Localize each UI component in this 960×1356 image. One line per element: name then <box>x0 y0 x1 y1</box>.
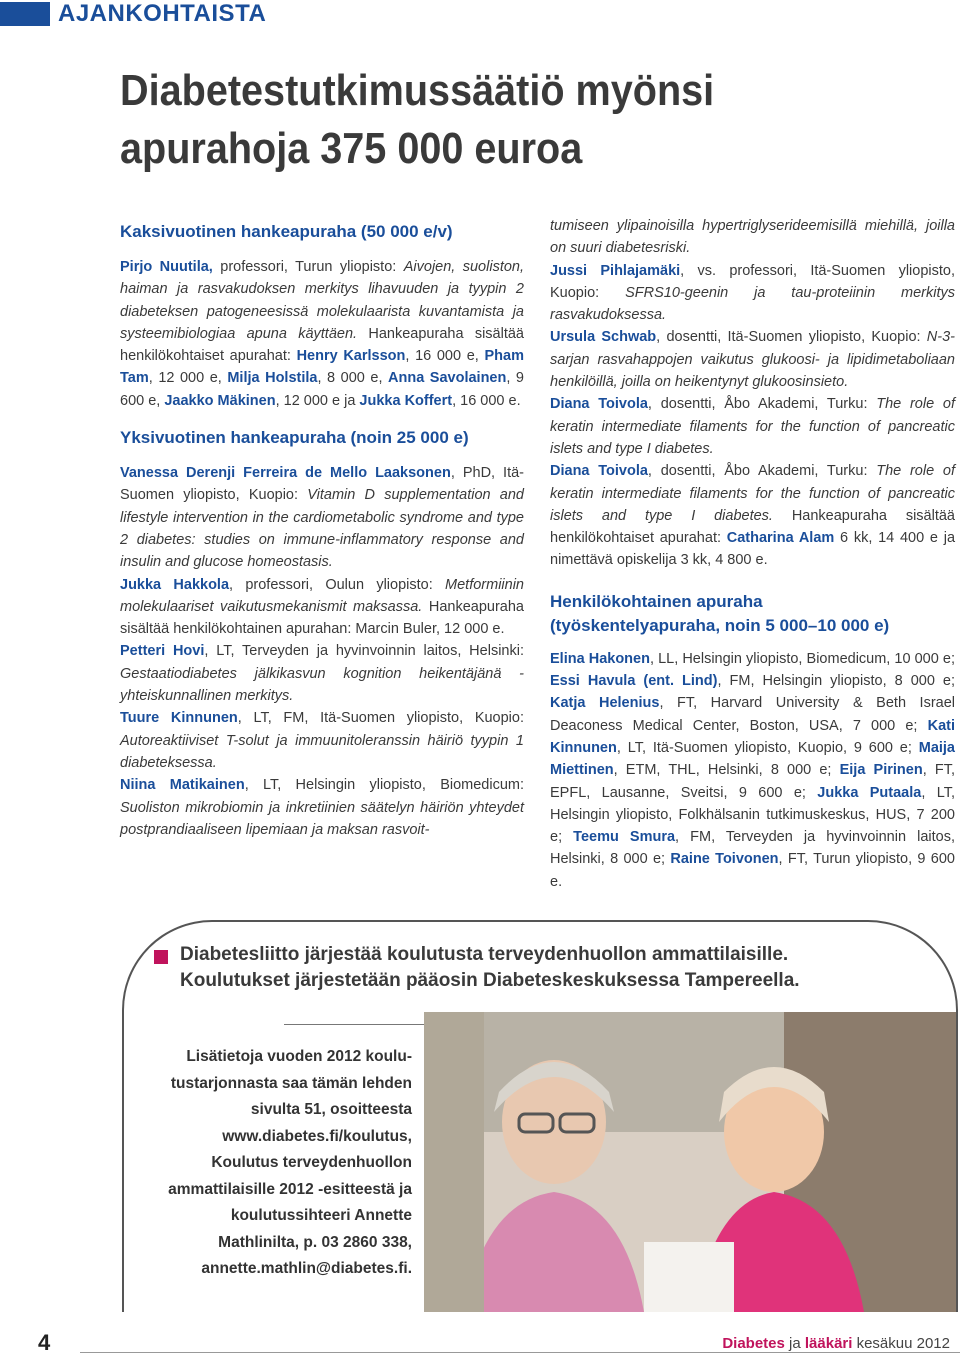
name: Pirjo Nuutila, <box>120 259 213 275</box>
name: Petteri Hovi <box>120 643 205 660</box>
text: , 12 000 e ja <box>275 392 360 409</box>
grant-laaksonen <box>120 462 524 573</box>
name: Tuure Kinnunen <box>120 710 238 727</box>
role: , professori, Oulun yliopisto: <box>229 576 446 593</box>
magazine-name: ja <box>784 1335 805 1352</box>
grant-matikainen <box>120 774 524 841</box>
role: , LT, FM, Itä-Suomen yliopisto, Kuopio: <box>237 710 524 727</box>
name: Maija Miettinen <box>550 739 955 779</box>
info-email[interactable]: annette.mathlin@diabetes.fi. <box>201 1260 412 1277</box>
left-column <box>120 220 524 841</box>
page-number: 4 <box>38 1330 51 1355</box>
text: , FM, Helsingin yliopisto, 8 000 e; <box>717 673 956 690</box>
topic: Suoliston mikrobiomin ja inkretiinien säätelyn häiriön yhteydet postprandiaaliseen lipemiaan ja maksan rasvoit- <box>120 799 524 838</box>
info-text <box>134 1044 412 1283</box>
role: , dosentti, Åbo Akademi, Turku: <box>647 396 877 413</box>
grant-kinnunen <box>120 707 524 774</box>
role: , LT, Terveyden ja hyvinvoinnin laitos, Helsinki: <box>204 643 524 660</box>
role: , dosentti, Åbo Akademi, Turku: <box>647 463 877 480</box>
name: Elina Hakonen <box>550 650 650 667</box>
text: , 8 000 e, <box>317 370 389 387</box>
section-title: AJANKOHTAISTA <box>58 0 267 27</box>
topic: The role of keratin intermediate filaments for the function of pancreatic islets and type I diabetes. <box>550 463 955 524</box>
name: Katja Helenius <box>550 695 660 712</box>
text: , FT, Turun yliopisto, 9 600 e. <box>550 851 955 890</box>
text: , ETM, THL, Helsinki, 8 000 e; <box>613 762 840 779</box>
name: Catharina Alam <box>726 530 835 547</box>
info-line: Lisätietoja vuoden 2012 koulu- <box>186 1048 412 1065</box>
text: , 16 000 e, <box>405 348 485 365</box>
info-line: ammattilaisille 2012 -esitteestä ja <box>168 1180 412 1198</box>
text: , LT, Helsingin yliopisto, Folkhälsanin tutkimuskeskus, HUS, 7 200 e; <box>550 784 955 846</box>
text: Hankeapuraha sisältää henkilökohtaiset apurahat: <box>120 325 524 365</box>
topic: SFRS10-geenin ja tau-proteiinin merkitys rasvakudoksessa. <box>550 284 955 324</box>
topic: Metformiinin molekulaariset vaikutusmekanismit maksassa. <box>120 576 524 615</box>
right-column <box>550 215 955 893</box>
role: , vs. professori, Itä-Suomen yliopisto, Kuopio: <box>550 262 955 301</box>
name: Vanessa Derenji Ferreira de Mello Laaksonen <box>120 465 451 482</box>
info-line: Koulutus terveydenhuollon <box>211 1154 412 1171</box>
role: professori, Turun yliopisto: <box>212 259 404 275</box>
name: Essi Havula (ent. Lind) <box>550 673 718 690</box>
topic: N-3-sarjan rasvahappojen vaikutus glukoosi- ja lipidimetaboliaan henkilöillä, joilla on heikentynyt glukoosinsieto. <box>550 329 955 391</box>
name: Jussi Pihlajamäki <box>550 262 681 279</box>
name: Jukka Koffert <box>359 392 453 409</box>
headline <box>120 62 768 178</box>
name: Jukka Hakkola <box>120 576 230 593</box>
box-line1: Diabetesliitto järjestää koulutusta terveydenhuollon ammattilaisille. <box>180 944 789 965</box>
grant-schwab <box>550 326 955 393</box>
subheading-one-year: Yksivuotinen hankeapuraha (noin 25 000 e) <box>120 428 469 448</box>
name: Diana Toivola <box>550 463 648 480</box>
footer-rule <box>80 1352 960 1353</box>
section-bar <box>0 2 50 26</box>
training-box <box>122 920 958 1312</box>
name: Jukka Putaala <box>817 784 922 801</box>
name: Niina Matikainen <box>120 777 245 794</box>
info-line: tustarjonnasta saa tämän lehden <box>170 1074 412 1092</box>
info-line: Mathlinilta, p. 03 2860 338, <box>218 1233 412 1251</box>
subheading-personal-a: Henkilökohtainen apuraha <box>550 591 763 611</box>
text: , FT, Harvard University & Beth Israel Deaconess Medical Center, Boston, USA, 7 000 e; <box>550 695 956 734</box>
info-link[interactable]: www.diabetes.fi/koulutus, <box>222 1127 412 1145</box>
name: Henry Karlsson <box>296 348 406 365</box>
text: 6 kk, 14 400 e ja nimettävä opiskelija 3 kk, 4 800 e. <box>550 530 956 569</box>
subheading-two-year: Kaksivuotinen hankeapuraha (50 000 e/v) <box>120 222 453 241</box>
name: Pham Tam <box>120 348 524 387</box>
grant-nuutila <box>120 256 524 412</box>
magazine-name: Diabetes <box>722 1335 785 1352</box>
text: , FT, EPFL, Lausanne, Sveitsi, 9 600 e; <box>550 762 955 801</box>
name: Anna Savolainen <box>388 370 507 387</box>
grant-hovi <box>120 640 524 707</box>
text: Hankeapuraha sisältää henkilökohtainen apurahan: Marcin Buler, 12 000 e. <box>120 598 524 638</box>
topic: Gestaatiodiabetes jälkikasvun kognition heikentäjänä - yhteiskunnallinen merkitys. <box>120 665 524 705</box>
training-photo <box>424 1012 956 1312</box>
grant-toivola-1 <box>550 393 955 460</box>
box-heading <box>154 942 944 994</box>
name: Eija Pirinen <box>839 762 923 779</box>
personal-grants <box>550 648 955 893</box>
topic: Autoreaktiiviset T-solut ja immuunitoleranssin häiriö tyypin 1 diabeteksessa. <box>120 732 524 771</box>
role: , dosentti, Itä-Suomen yliopisto, Kuopio: <box>656 329 927 346</box>
text: , LT, Itä-Suomen yliopisto, Kuopio, 9 600 e; <box>616 739 919 756</box>
magazine-name: lääkäri <box>804 1335 853 1352</box>
grant-toivola-2 <box>550 460 955 571</box>
text: , LL, Helsingin yliopisto, Biomedicum, 10 000 e; <box>649 650 955 667</box>
text: , 12 000 e, <box>148 370 228 387</box>
topic: Vitamin D supplementation and lifestyle intervention in the cardiometabolic syndrome and type 2 diabetes: studies on immune-inflammatory response and insulin and glucose homeostasis. <box>120 487 524 571</box>
text: , 9 600 e, <box>120 370 524 409</box>
topic: Aivojen, suoliston, haiman ja rasvakudoksen merkitys lihavuuden ja tyypin 2 diabeteksen patogeneesissä molekulaarista kuvantamista ja systeemibiologiaa apuna käyttäen. <box>120 259 525 342</box>
text: , FM, Terveyden ja hyvinvoinnin laitos, Helsinki, 8 000 e; <box>550 829 955 868</box>
role: , PhD, Itä-Suomen yliopisto, Kuopio: <box>120 465 524 504</box>
box-line2: Koulutukset järjestetään pääosin Diabeteskeskuksessa Tampereella. <box>180 970 800 991</box>
role: , LT, Helsingin yliopisto, Biomedicum: <box>244 777 524 794</box>
headline-line2: apurahoja 375 000 euroa <box>120 124 583 173</box>
name: Diana Toivola <box>550 396 648 413</box>
subheading-personal-b: (työskentelyapuraha, noin 5 000–10 000 e) <box>550 615 890 635</box>
name: Kati Kinnunen <box>550 717 955 756</box>
name: Milja Holstila <box>227 370 318 387</box>
grant-hakkola <box>120 574 524 641</box>
bullet-square-icon <box>154 950 168 964</box>
name: Jaakko Mäkinen <box>164 392 276 409</box>
issue-date: kesäkuu 2012 <box>852 1335 950 1352</box>
footer <box>722 1335 950 1352</box>
grant-pihlajamaki <box>550 260 955 327</box>
text: Hankeapuraha sisältää henkilökohtaiset apurahat: <box>550 507 955 547</box>
name: Raine Toivonen <box>670 851 779 868</box>
info-line: sivulta 51, osoitteesta <box>250 1101 412 1118</box>
section-label <box>0 0 266 28</box>
info-line: koulutussihteeri Annette <box>230 1207 412 1224</box>
name: Teemu Smura <box>573 829 676 846</box>
continuation: tumiseen ylipainoisilla hypertriglyserideemisillä miehillä, joilla on suuri diabetesriski. <box>550 218 955 257</box>
text: , 16 000 e. <box>452 392 521 409</box>
topic: The role of keratin intermediate filaments for the function of pancreatic islets and type I diabetes. <box>550 396 955 457</box>
headline-line1: Diabetestutkimussäätiö myönsi <box>120 66 715 115</box>
name: Ursula Schwab <box>550 329 657 346</box>
